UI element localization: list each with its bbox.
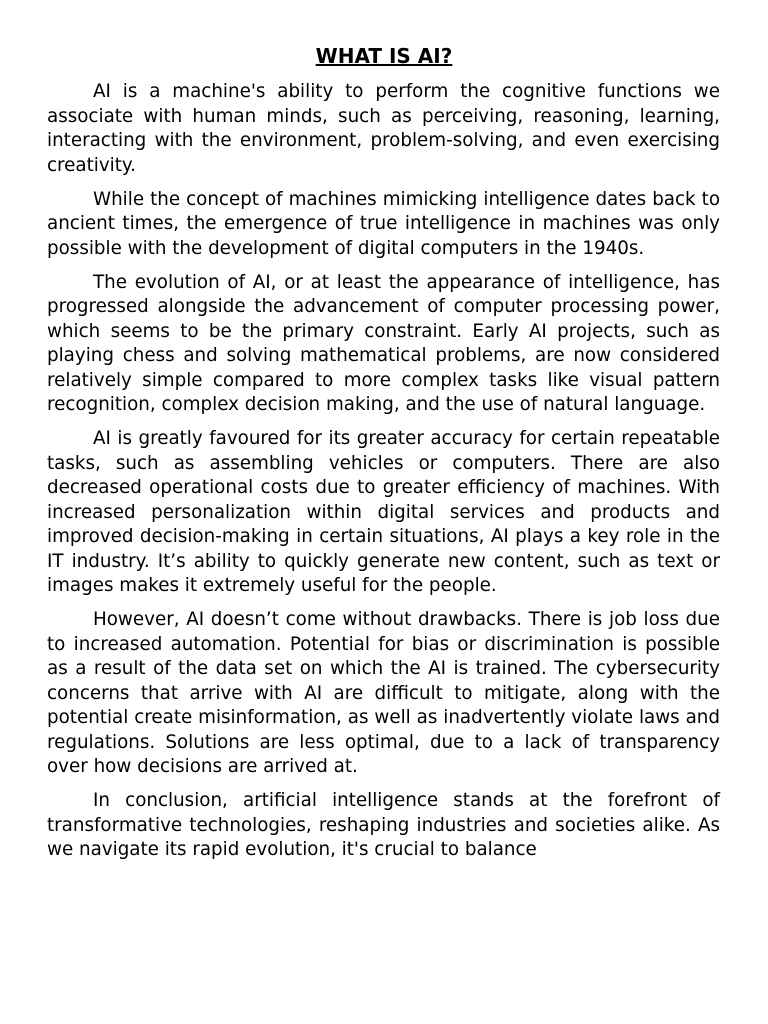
paragraph-conclusion: In conclusion, artificial intelligence stands at the forefront of transformative technologies, reshaping industries and societies alike. As we navigate its rapid evolution, it's crucial to balance [47,790,720,860]
document-body [47,80,720,872]
paragraph-drawbacks: However, AI doesn’t come without drawbacks. There is job loss due to increased automation. Potential for bias or discrimination is possible as a result of the data set on which the AI is trained. The cybersecurity concerns that arrive with AI are difficult to mitigate, along with the potential create misinformation, as well as inadvertently violate laws and regulations. Solutions are less optimal, due to a lack of transparency over how decisions are arrived at. [47,609,720,777]
paragraph-benefits: AI is greatly favoured for its greater accuracy for certain repeatable tasks, such as assembling vehicles or computers. There are also decreased operational costs due to greater efficiency of machines. With increased personalization within digital services and products and improved decision-making in certain situations, AI plays a key role in the IT industry. It’s ability to quickly generate new content, such as text or images makes it extremely useful for the people. [47,428,720,596]
paragraph-definition: AI is a machine's ability to perform the cognitive functions we associate with human minds, such as perceiving, reasoning, learning, interacting with the environment, problem-solving, and even exercising creativity. [47,81,720,176]
paragraph-evolution: The evolution of AI, or at least the appearance of intelligence, has progressed alongside the advancement of computer processing power, which seems to be the primary constraint. Early AI projects, such as playing chess and solving mathematical problems, are now considered relatively simple compared to more complex tasks like visual pattern recognition, complex decision making, and the use of natural language. [47,271,720,415]
page-title: WHAT IS AI? [315,44,453,68]
paragraph-history: While the concept of machines mimicking intelligence dates back to ancient times, the emergence of true intelligence in machines was only possible with the development of digital computers in the 1940s. [47,188,720,259]
